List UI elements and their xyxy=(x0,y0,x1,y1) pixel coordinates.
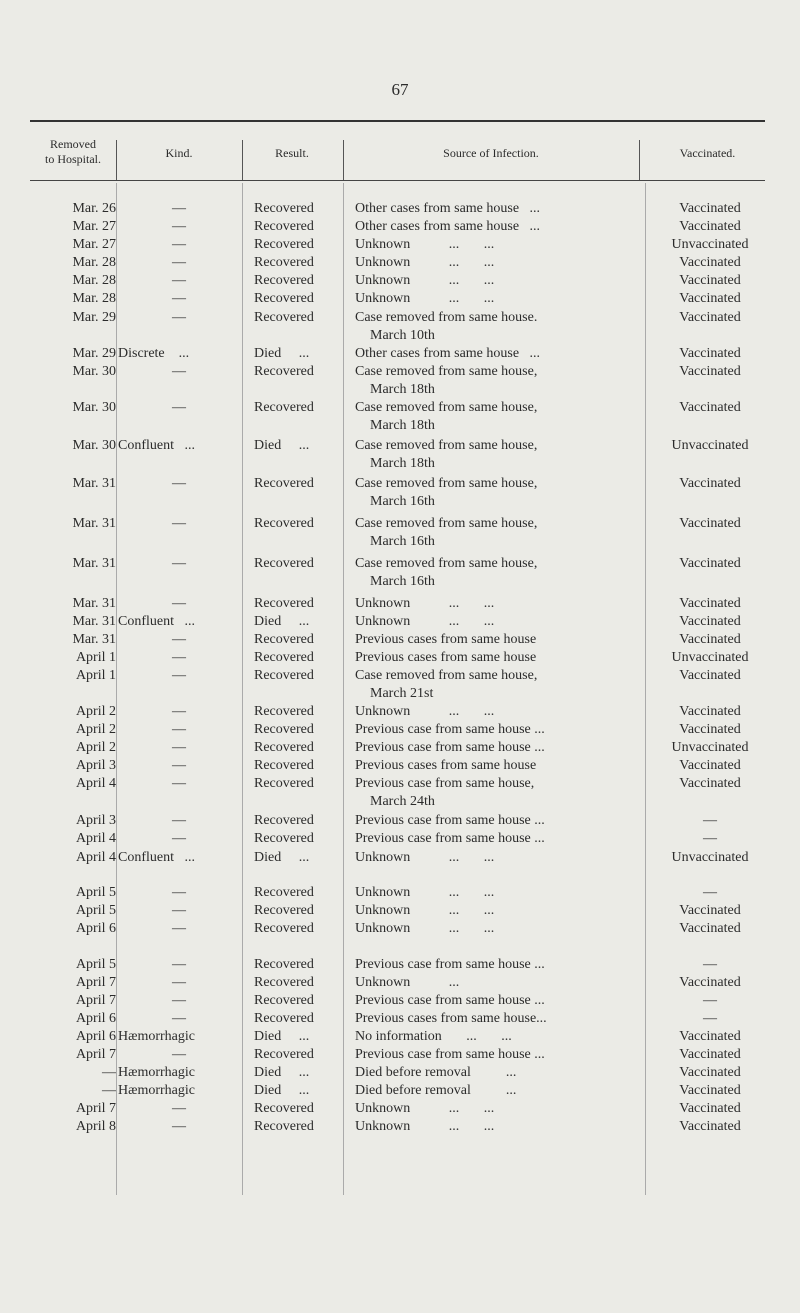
table-row xyxy=(0,630,800,649)
result-cell: Recovered xyxy=(254,704,314,719)
result-cell: Recovered xyxy=(254,310,314,325)
vaccinated-cell: Vaccinated xyxy=(679,921,741,936)
source-cell: Previous case from same house ... xyxy=(355,993,545,1008)
removed-date-cell: Mar. 31 xyxy=(72,596,116,611)
header-bottom-rule xyxy=(30,180,765,181)
kind-cell: Hæmorrhagic xyxy=(118,1083,195,1098)
result-cell: Recovered xyxy=(254,273,314,288)
removed-date-cell: Mar. 31 xyxy=(72,516,116,531)
kind-cell: Hæmorrhagic xyxy=(118,1029,195,1044)
table-row xyxy=(0,1045,800,1064)
source-cell: Unknown ... ... xyxy=(355,1101,495,1116)
result-cell: Died ... xyxy=(254,346,310,361)
source-cell: Unknown ... ... xyxy=(355,704,495,719)
vaccinated-cell: — xyxy=(703,885,717,900)
vaccinated-cell: — xyxy=(703,831,717,846)
table-row xyxy=(0,514,800,533)
kind-cell: Confluent ... xyxy=(118,614,195,629)
table-row xyxy=(0,1081,800,1100)
removed-date-cell: Mar. 31 xyxy=(72,556,116,571)
removed-date-cell: April 6 xyxy=(75,1011,116,1026)
source-cell: Case removed from same house, xyxy=(355,476,538,491)
table-row xyxy=(0,756,800,775)
kind-cell: — xyxy=(172,255,186,270)
result-cell: Died ... xyxy=(254,1065,310,1080)
table-row xyxy=(0,308,800,327)
source-cell: Unknown ... ... xyxy=(355,850,495,865)
result-cell: Recovered xyxy=(254,776,314,791)
table-row xyxy=(0,1027,800,1046)
vaccinated-cell: Vaccinated xyxy=(679,255,741,270)
header-source: Source of Infection. xyxy=(443,146,539,160)
vaccinated-cell: Unvaccinated xyxy=(671,438,749,453)
source-cell: Previous cases from same house xyxy=(355,632,537,647)
kind-cell: — xyxy=(172,219,186,234)
removed-date-cell: April 2 xyxy=(75,722,116,737)
result-cell: Died ... xyxy=(254,614,310,629)
table-row xyxy=(0,1063,800,1082)
kind-cell: — xyxy=(172,650,186,665)
kind-cell: — xyxy=(172,476,186,491)
vaccinated-cell: Vaccinated xyxy=(679,1083,741,1098)
result-cell: Recovered xyxy=(254,668,314,683)
vaccinated-cell: Vaccinated xyxy=(679,556,741,571)
kind-cell: — xyxy=(172,1047,186,1062)
table-row xyxy=(0,738,800,757)
removed-date-cell: Mar. 31 xyxy=(72,632,116,647)
source-cell: Unknown ... ... xyxy=(355,255,495,270)
result-cell: Recovered xyxy=(254,219,314,234)
vaccinated-cell: Vaccinated xyxy=(679,776,741,791)
result-cell: Recovered xyxy=(254,650,314,665)
kind-cell: — xyxy=(172,556,186,571)
header-divider xyxy=(343,140,344,180)
removed-date-cell: Mar. 27 xyxy=(72,219,116,234)
vaccinated-cell: Vaccinated xyxy=(679,704,741,719)
header-divider xyxy=(116,140,117,180)
source-cell: Case removed from same house, xyxy=(355,556,538,571)
source-cell: Unknown ... ... xyxy=(355,1119,495,1134)
source-cell: Other cases from same house ... xyxy=(355,219,541,234)
header-removed xyxy=(30,137,116,167)
kind-cell: — xyxy=(172,1101,186,1116)
removed-date-cell: Mar. 28 xyxy=(72,273,116,288)
header-kind: Kind. xyxy=(165,146,193,160)
table-row xyxy=(0,1117,800,1136)
removed-date-cell: April 6 xyxy=(75,1029,116,1044)
source-cell: Unknown ... ... xyxy=(355,596,495,611)
vaccinated-cell: Unvaccinated xyxy=(671,850,749,865)
vaccinated-cell: Vaccinated xyxy=(679,1119,741,1134)
result-cell: Died ... xyxy=(254,438,310,453)
kind-cell: — xyxy=(172,831,186,846)
kind-cell: — xyxy=(172,632,186,647)
table-row xyxy=(0,774,800,793)
kind-cell: — xyxy=(172,273,186,288)
source-cell: Unknown ... ... xyxy=(355,273,495,288)
vaccinated-cell: Vaccinated xyxy=(679,364,741,379)
source-cell-continuation: March 16th xyxy=(370,494,435,509)
source-cell: Unknown ... ... xyxy=(355,903,495,918)
source-cell: Unknown ... ... xyxy=(355,614,495,629)
removed-date-cell: April 7 xyxy=(75,1047,116,1062)
vaccinated-cell: Vaccinated xyxy=(679,476,741,491)
result-cell: Recovered xyxy=(254,237,314,252)
table-row xyxy=(0,217,800,236)
removed-date-cell: April 4 xyxy=(75,831,116,846)
removed-date-cell: April 2 xyxy=(75,740,116,755)
kind-cell: Discrete ... xyxy=(118,346,190,361)
result-cell: Recovered xyxy=(254,921,314,936)
removed-date-cell: Mar. 28 xyxy=(72,291,116,306)
table-row xyxy=(0,955,800,974)
removed-date-cell: April 3 xyxy=(75,758,116,773)
result-cell: Recovered xyxy=(254,364,314,379)
header-divider xyxy=(242,140,243,180)
source-cell-continuation: March 18th xyxy=(370,456,435,471)
kind-cell: Hæmorrhagic xyxy=(118,1065,195,1080)
table-row xyxy=(0,362,800,381)
source-cell: Previous cases from same house... xyxy=(355,1011,547,1026)
removed-date-cell: April 5 xyxy=(75,885,116,900)
kind-cell: — xyxy=(172,596,186,611)
kind-cell: — xyxy=(172,668,186,683)
table-row xyxy=(0,199,800,218)
source-cell-continuation: March 10th xyxy=(370,328,435,343)
vaccinated-cell: Unvaccinated xyxy=(671,740,749,755)
removed-date-cell: — xyxy=(102,1065,116,1080)
header-result: Result. xyxy=(275,146,309,160)
source-cell-continuation: March 21st xyxy=(370,686,434,701)
vaccinated-cell: Vaccinated xyxy=(679,1065,741,1080)
vaccinated-cell: Vaccinated xyxy=(679,516,741,531)
table-row xyxy=(0,612,800,631)
source-cell: Other cases from same house ... xyxy=(355,201,541,216)
source-cell: Case removed from same house, xyxy=(355,400,538,415)
table-row xyxy=(0,991,800,1010)
kind-cell: — xyxy=(172,957,186,972)
kind-cell: — xyxy=(172,776,186,791)
kind-cell: Confluent ... xyxy=(118,850,195,865)
result-cell: Recovered xyxy=(254,1101,314,1116)
removed-date-cell: April 7 xyxy=(75,975,116,990)
table-row xyxy=(0,648,800,667)
kind-cell: — xyxy=(172,993,186,1008)
removed-date-cell: Mar. 31 xyxy=(72,476,116,491)
result-cell: Recovered xyxy=(254,1119,314,1134)
removed-date-cell: Mar. 31 xyxy=(72,614,116,629)
page-number: 67 xyxy=(391,80,409,99)
source-cell-continuation: March 16th xyxy=(370,534,435,549)
header-removed-line1: Removed xyxy=(50,137,96,151)
table-row xyxy=(0,919,800,938)
kind-cell: — xyxy=(172,704,186,719)
table-row xyxy=(0,474,800,493)
table-top-rule xyxy=(30,120,765,122)
vaccinated-cell: Vaccinated xyxy=(679,310,741,325)
vaccinated-cell: — xyxy=(703,813,717,828)
source-cell: Previous cases from same house xyxy=(355,758,537,773)
vaccinated-cell: Vaccinated xyxy=(679,400,741,415)
kind-cell: — xyxy=(172,310,186,325)
source-cell: Unknown ... ... xyxy=(355,921,495,936)
kind-cell: — xyxy=(172,364,186,379)
vaccinated-cell: Vaccinated xyxy=(679,758,741,773)
vaccinated-cell: Vaccinated xyxy=(679,1047,741,1062)
result-cell: Died ... xyxy=(254,850,310,865)
vaccinated-cell: Vaccinated xyxy=(679,632,741,647)
removed-date-cell: Mar. 30 xyxy=(72,400,116,415)
removed-date-cell: April 4 xyxy=(75,850,116,865)
source-cell: Previous case from same house ... xyxy=(355,740,545,755)
table-row xyxy=(0,436,800,455)
result-cell: Recovered xyxy=(254,813,314,828)
vaccinated-cell: Vaccinated xyxy=(679,596,741,611)
vaccinated-cell: — xyxy=(703,993,717,1008)
table-row xyxy=(0,829,800,848)
source-cell: Previous case from same house ... xyxy=(355,957,545,972)
vaccinated-cell: Vaccinated xyxy=(679,975,741,990)
removed-date-cell: April 1 xyxy=(75,650,116,665)
result-cell: Recovered xyxy=(254,1047,314,1062)
vaccinated-cell: Vaccinated xyxy=(679,903,741,918)
table-row xyxy=(0,720,800,739)
removed-date-cell: April 8 xyxy=(75,1119,116,1134)
table-row xyxy=(0,235,800,254)
removed-date-cell: Mar. 30 xyxy=(72,438,116,453)
vaccinated-cell: — xyxy=(703,1011,717,1026)
removed-date-cell: Mar. 26 xyxy=(72,201,116,216)
source-cell: Case removed from same house, xyxy=(355,364,538,379)
result-cell: Recovered xyxy=(254,400,314,415)
removed-date-cell: Mar. 30 xyxy=(72,364,116,379)
table-row xyxy=(0,344,800,363)
kind-cell: — xyxy=(172,885,186,900)
result-cell: Recovered xyxy=(254,722,314,737)
result-cell: Recovered xyxy=(254,885,314,900)
result-cell: Recovered xyxy=(254,516,314,531)
kind-cell: — xyxy=(172,903,186,918)
source-cell: Previous case from same house, xyxy=(355,776,535,791)
kind-cell: — xyxy=(172,722,186,737)
source-cell: Unknown ... ... xyxy=(355,237,495,252)
vaccinated-cell: Vaccinated xyxy=(679,346,741,361)
result-cell: Recovered xyxy=(254,993,314,1008)
kind-cell: — xyxy=(172,975,186,990)
result-cell: Recovered xyxy=(254,831,314,846)
table-row xyxy=(0,666,800,685)
result-cell: Recovered xyxy=(254,740,314,755)
result-cell: Recovered xyxy=(254,476,314,491)
vaccinated-cell: Unvaccinated xyxy=(671,650,749,665)
result-cell: Died ... xyxy=(254,1029,310,1044)
table-row xyxy=(0,289,800,308)
kind-cell: — xyxy=(172,516,186,531)
result-cell: Recovered xyxy=(254,975,314,990)
source-cell: Unknown ... xyxy=(355,975,460,990)
source-cell-continuation: March 24th xyxy=(370,794,435,809)
header-divider xyxy=(639,140,640,180)
table-row xyxy=(0,901,800,920)
table-row xyxy=(0,594,800,613)
removed-date-cell: April 6 xyxy=(75,921,116,936)
removed-date-cell: April 2 xyxy=(75,704,116,719)
source-cell: Case removed from same house, xyxy=(355,668,538,683)
table-row xyxy=(0,271,800,290)
kind-cell: — xyxy=(172,921,186,936)
source-cell: Case removed from same house, xyxy=(355,438,538,453)
vaccinated-cell: Vaccinated xyxy=(679,1101,741,1116)
result-cell: Recovered xyxy=(254,903,314,918)
kind-cell: — xyxy=(172,1011,186,1026)
vaccinated-cell: Vaccinated xyxy=(679,201,741,216)
source-cell: No information ... ... xyxy=(355,1029,512,1044)
source-cell-continuation: March 16th xyxy=(370,574,435,589)
removed-date-cell: Mar. 29 xyxy=(72,310,116,325)
result-cell: Recovered xyxy=(254,255,314,270)
source-cell: Previous case from same house ... xyxy=(355,831,545,846)
removed-date-cell: April 1 xyxy=(75,668,116,683)
result-cell: Died ... xyxy=(254,1083,310,1098)
table-row xyxy=(0,848,800,867)
result-cell: Recovered xyxy=(254,201,314,216)
kind-cell: — xyxy=(172,400,186,415)
source-cell: Previous case from same house ... xyxy=(355,1047,545,1062)
source-cell: Previous case from same house ... xyxy=(355,722,545,737)
kind-cell: — xyxy=(172,813,186,828)
source-cell-continuation: March 18th xyxy=(370,382,435,397)
removed-date-cell: April 5 xyxy=(75,903,116,918)
vaccinated-cell: — xyxy=(703,957,717,972)
removed-date-cell: April 3 xyxy=(75,813,116,828)
source-cell: Other cases from same house ... xyxy=(355,346,541,361)
vaccinated-cell: Vaccinated xyxy=(679,722,741,737)
source-cell: Unknown ... ... xyxy=(355,885,495,900)
result-cell: Recovered xyxy=(254,291,314,306)
result-cell: Recovered xyxy=(254,596,314,611)
header-vaccinated: Vaccinated. xyxy=(679,146,736,160)
removed-date-cell: Mar. 29 xyxy=(72,346,116,361)
source-cell-continuation: March 18th xyxy=(370,418,435,433)
kind-cell: — xyxy=(172,740,186,755)
vaccinated-cell: Vaccinated xyxy=(679,273,741,288)
result-cell: Recovered xyxy=(254,632,314,647)
source-cell: Case removed from same house. xyxy=(355,310,538,325)
table-row xyxy=(0,883,800,902)
kind-cell: — xyxy=(172,758,186,773)
removed-date-cell: April 7 xyxy=(75,993,116,1008)
result-cell: Recovered xyxy=(254,556,314,571)
table-row xyxy=(0,1009,800,1028)
removed-date-cell: — xyxy=(102,1083,116,1098)
source-cell: Died before removal ... xyxy=(355,1065,517,1080)
kind-cell: — xyxy=(172,237,186,252)
removed-date-cell: April 7 xyxy=(75,1101,116,1116)
table-row xyxy=(0,702,800,721)
removed-date-cell: Mar. 28 xyxy=(72,255,116,270)
source-cell: Died before removal ... xyxy=(355,1083,517,1098)
removed-date-cell: April 5 xyxy=(75,957,116,972)
removed-date-cell: April 4 xyxy=(75,776,116,791)
result-cell: Recovered xyxy=(254,1011,314,1026)
kind-cell: — xyxy=(172,1119,186,1134)
table-row xyxy=(0,1099,800,1118)
result-cell: Recovered xyxy=(254,957,314,972)
kind-cell: — xyxy=(172,201,186,216)
source-cell: Previous cases from same house xyxy=(355,650,537,665)
table-row xyxy=(0,554,800,573)
source-cell: Previous case from same house ... xyxy=(355,813,545,828)
vaccinated-cell: Vaccinated xyxy=(679,291,741,306)
vaccinated-cell: Vaccinated xyxy=(679,668,741,683)
header-removed-line2: to Hospital. xyxy=(45,152,101,166)
vaccinated-cell: Vaccinated xyxy=(679,1029,741,1044)
table-row xyxy=(0,811,800,830)
table-row xyxy=(0,398,800,417)
kind-cell: — xyxy=(172,291,186,306)
source-cell: Case removed from same house, xyxy=(355,516,538,531)
source-cell: Unknown ... ... xyxy=(355,291,495,306)
table-row xyxy=(0,253,800,272)
vaccinated-cell: Vaccinated xyxy=(679,219,741,234)
kind-cell: Confluent ... xyxy=(118,438,195,453)
table-row xyxy=(0,973,800,992)
vaccinated-cell: Vaccinated xyxy=(679,614,741,629)
vaccinated-cell: Unvaccinated xyxy=(671,237,749,252)
removed-date-cell: Mar. 27 xyxy=(72,237,116,252)
result-cell: Recovered xyxy=(254,758,314,773)
